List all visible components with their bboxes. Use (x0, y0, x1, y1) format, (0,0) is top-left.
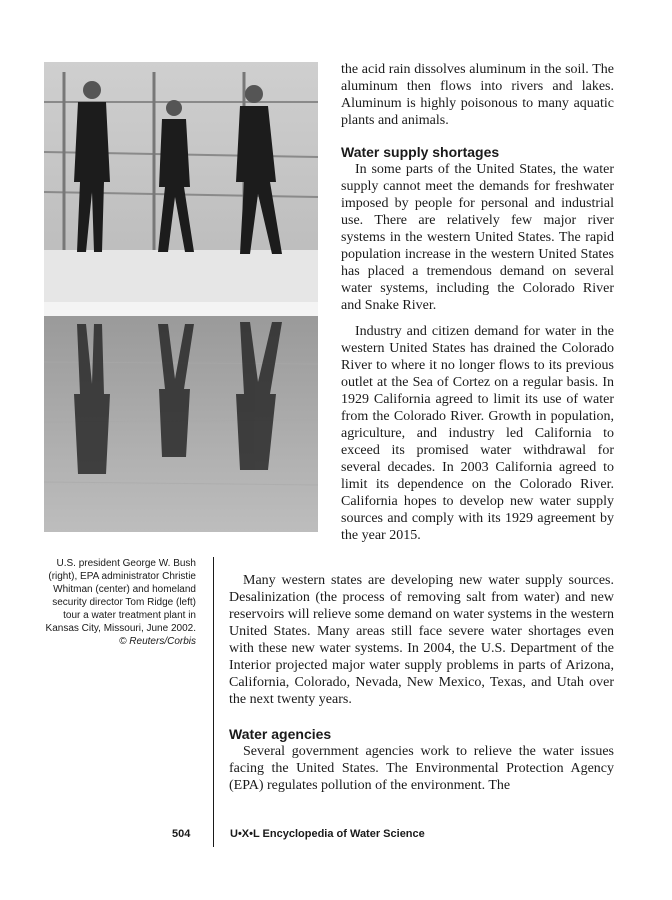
photo-illustration (44, 62, 318, 532)
heading-water-supply-shortages: Water supply shortages (341, 144, 500, 160)
photo-caption (44, 557, 196, 648)
column-divider (213, 557, 214, 847)
full-width-text (229, 572, 614, 794)
paragraph-agencies: Several government agencies work to relieve the water issues facing the United States. The Environmental Protection Agency (EPA) regulates pollution of the environment. The (229, 744, 614, 793)
right-column (341, 61, 614, 544)
intro-paragraph: the acid rain dissolves aluminum in the soil. The aluminum then flows into rivers and lakes. Aluminum is highly poisonous to many aquatic plants and animals. (341, 62, 614, 128)
page-number: 504 (172, 828, 191, 840)
paragraph-shortages-2: Industry and citizen demand for water in the western United States has drained the Colorado River to where it no longer flows to its previous outlet at the Sea of Cortez on a regular basis. In 1929 California agreed to limit its use of water from the Colorado River. Growth in population, agriculture, and industry led California to exceed its promised water withdrawal for several decades. In 2003 California agreed to limit its dependence on the Colorado River. California hopes to develop new water supply sources and comply with its 1929 agreement by the year 2015. (341, 324, 614, 543)
paragraph-shortages-1: In some parts of the United States, the water supply cannot meet the demands for freshwater imposed by people for personal and industrial use. There are relatively few major river systems in the western United States. The rapid population increase in the western United States has placed a tremendous demand on several water systems, including the Colorado River and Snake River. (341, 162, 614, 313)
caption-credit: © Reuters/Corbis (119, 636, 196, 647)
paragraph-western-states: Many western states are developing new water supply sources. Desalinization (the process of removing salt from water) and new reservoirs will relieve some demand on water systems in the western United States. Many areas still face severe water shortages even with these new water systems. In 2004, the U.S. Department of the Interior projected major water supply problems in parts of Arizona, California, Colorado, Nevada, New Mexico, Texas, and Utah over the next twenty years. (229, 573, 614, 707)
book-title: U•X•L Encyclopedia of Water Science (230, 828, 425, 840)
caption-text: U.S. president George W. Bush (right), EPA administrator Christie Whitman (center) and homeland security director Tom Ridge (left) tour a water treatment plant in Kansas City, Missouri, June 2002. (45, 558, 196, 634)
heading-water-agencies: Water agencies (229, 726, 332, 742)
photo (44, 62, 318, 532)
